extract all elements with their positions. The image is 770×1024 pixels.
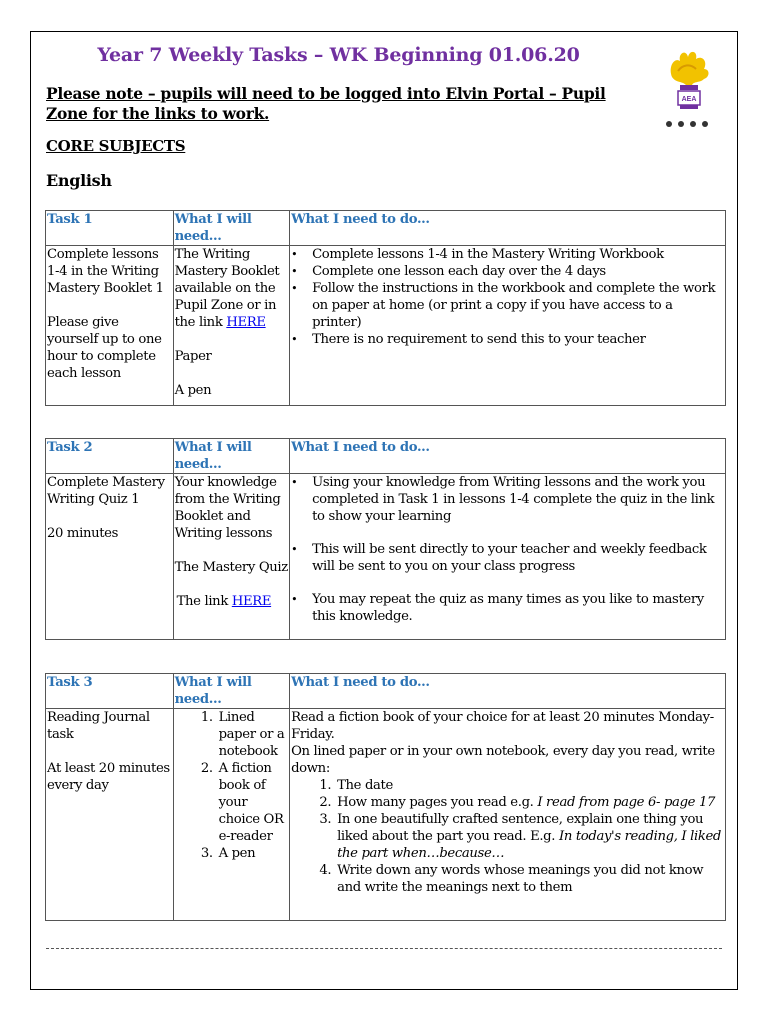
task3-intro: Read a fiction book of your choice for at least 20 minutes Monday- Friday. (291, 710, 714, 742)
page-title: Year 7 Weekly Tasks – WK Beginning 01.06.20 (97, 44, 580, 66)
list-item: 1. Lined paper or a notebook (217, 709, 289, 760)
task2-need-link: The link HERE (176, 594, 272, 609)
list-item: 3. In one beautifully crafted sentence, explain one thing you liked about the part you read. E.g. In today's reading, I liked the part when…because… (335, 811, 724, 862)
subject-heading: English (46, 171, 112, 190)
task1-header-row (46, 211, 726, 246)
task1-todo-list (291, 246, 724, 348)
task2-table (45, 438, 726, 640)
list-item: • You may repeat the quiz as many times as you like to mastery this knowledge. (311, 591, 724, 625)
dashed-divider (46, 948, 722, 949)
list-item: 1. The date (335, 777, 724, 794)
task1-table (45, 210, 726, 406)
task1-need-paper: Paper (174, 349, 212, 364)
need-header: What I will need... (173, 439, 290, 474)
list-item: 2. How many pages you read e.g. I read from page 6- page 17 (335, 794, 724, 811)
list-item: • Follow the instructions in the workbook and complete the work on paper at home (or print a copy if you have access to a printer) (311, 280, 724, 331)
list-item: 4. Write down any words whose meanings you did not know and write the meanings next to them (335, 862, 724, 896)
task1-label: Task 1 (46, 211, 174, 246)
task2-need-quiz: The Mastery Quiz (174, 560, 288, 575)
task3-needs-list (175, 709, 289, 862)
task1-link[interactable]: HERE (226, 315, 266, 330)
task1-row (46, 246, 726, 406)
task2-link[interactable]: HERE (231, 594, 272, 609)
task3-steps-list (291, 777, 724, 896)
task2-desc: Complete Mastery Writing Quiz 1 (47, 475, 165, 507)
task2-time: 20 minutes (47, 526, 119, 541)
task2-header-row (46, 439, 726, 474)
school-logo (660, 47, 718, 131)
task3-label: Task 3 (46, 674, 174, 709)
task3-desc: Reading Journal task (47, 710, 150, 742)
svg-text:AEA: AEA (681, 96, 697, 103)
task3-row (46, 709, 726, 921)
task1-time: Please give yourself up to one hour to complete each lesson (47, 315, 162, 381)
list-item: • Complete lessons 1-4 in the Mastery Writing Workbook (311, 246, 724, 263)
task3-table (45, 673, 726, 921)
need-header: What I will need... (173, 674, 290, 709)
list-item: 3. A pen (217, 845, 289, 862)
task1-need-pen: A pen (174, 383, 212, 398)
task3-header-row (46, 674, 726, 709)
list-item: 2. A fiction book of your choice OR e-reader (217, 760, 289, 845)
core-subjects-heading: CORE SUBJECTS (46, 137, 186, 155)
list-item: • Complete one lesson each day over the 4 days (311, 263, 724, 280)
todo-header: What I need to do... (290, 674, 726, 709)
todo-header: What I need to do... (290, 211, 726, 246)
task2-need-knowledge: Your knowledge from the Writing Booklet and Writing lessons (174, 475, 281, 541)
need-header: What I will need... (173, 211, 290, 246)
task2-label: Task 2 (46, 439, 174, 474)
task2-row (46, 474, 726, 640)
task1-desc: Complete lessons 1-4 in the Writing Mastery Booklet 1 (47, 247, 164, 296)
task2-todo-list (291, 474, 724, 625)
task3-time: At least 20 minutes every day (47, 761, 170, 793)
task3-instruction: On lined paper or in your own notebook, every day you read, write down: (291, 744, 715, 776)
list-item: • There is no requirement to send this to your teacher (311, 331, 724, 348)
todo-header: What I need to do... (290, 439, 726, 474)
portal-note: Please note – pupils will need to be logged into Elvin Portal – Pupil Zone for the links to work. (46, 84, 606, 123)
task1-need-booklet: The Writing Mastery Booklet available on the Pupil Zone or in the link HERE (174, 247, 280, 330)
list-item: • Using your knowledge from Writing lessons and the work you completed in Task 1 in lessons 1-4 complete the quiz in the link to show your learning (311, 474, 724, 525)
list-item: • This will be sent directly to your teacher and weekly feedback will be sent to you on your class progress (311, 541, 724, 575)
